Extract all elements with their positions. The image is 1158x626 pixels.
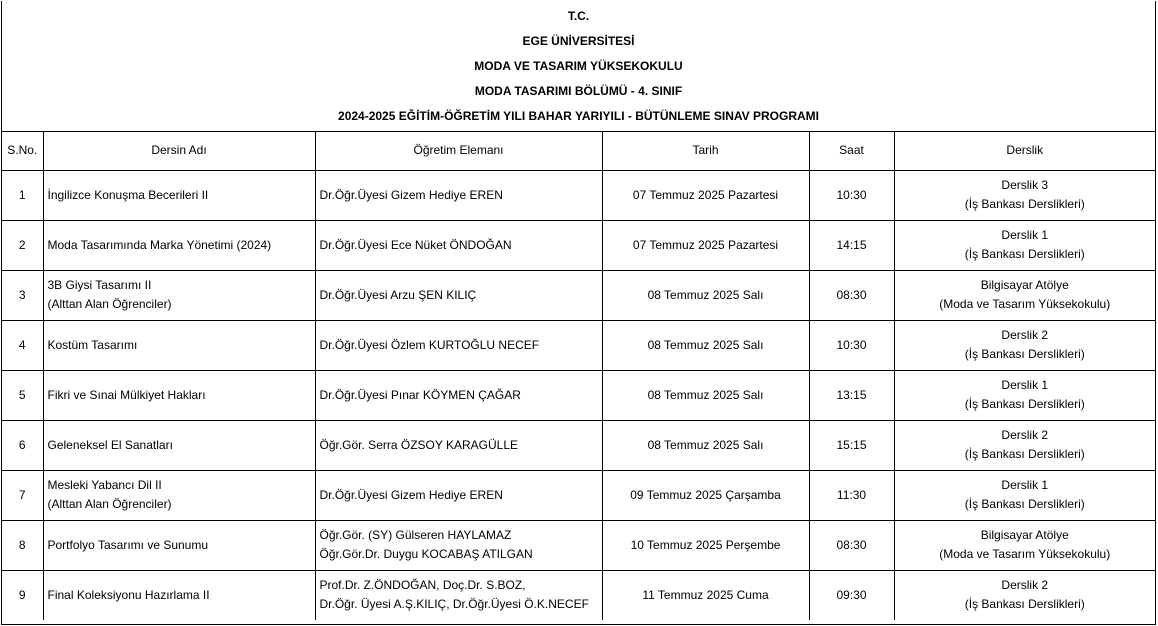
cell-date: 08 Temmuz 2025 Salı	[602, 420, 809, 470]
table-row	[2, 420, 1155, 470]
instructor-line: Prof.Dr. Z.ÖNDOĞAN, Doç.Dr. S.BOZ,	[319, 578, 526, 593]
cell-date: 10 Temmuz 2025 Perşembe	[602, 520, 809, 570]
course-name-line: Kostüm Tasarımı	[47, 337, 138, 352]
instructor-line: Dr.Öğr.Üyesi Pınar KÖYMEN ÇAĞAR	[319, 387, 521, 402]
cell-instructor	[315, 370, 602, 420]
header-line-program-title: 2024-2025 EĞİTİM-ÖĞRETİM YILI BAHAR YARIYILI - BÜTÜNLEME SINAV PROGRAMI	[338, 109, 819, 124]
room-line: (İş Bankası Derslikleri)	[964, 497, 1085, 511]
room-line: Derslik 2	[1001, 428, 1049, 442]
instructor-line: Dr.Öğr.Üyesi Ece Nüket ÖNDOĞAN	[319, 237, 512, 252]
cell-time: 15:15	[809, 420, 894, 470]
cell-date: 08 Temmuz 2025 Salı	[602, 370, 809, 420]
instructor-line: Öğr.Gör. Serra ÖZSOY KARAGÜLLE	[319, 437, 519, 452]
instructor-line: Öğr.Gör.Dr. Duygu KOCABAŞ ATILGAN	[319, 547, 533, 561]
cell-course	[43, 470, 315, 520]
cell-instructor	[315, 170, 602, 220]
cell-course	[43, 420, 315, 470]
table-row	[2, 270, 1155, 320]
cell-course	[43, 370, 315, 420]
cell-instructor	[315, 570, 602, 620]
table-row	[2, 170, 1155, 220]
room-line: (İş Bankası Derslikleri)	[964, 197, 1085, 211]
header-line-country: T.C.	[567, 8, 590, 23]
schedule-header	[2, 1, 1155, 132]
exam-schedule-sheet	[1, 1, 1156, 625]
cell-instructor	[315, 470, 602, 520]
cell-room	[894, 420, 1155, 470]
cell-course	[43, 220, 315, 270]
cell-instructor	[315, 520, 602, 570]
cell-date: 08 Temmuz 2025 Salı	[602, 270, 809, 320]
cell-course	[43, 170, 315, 220]
instructor-line: Dr.Öğr.Üyesi Özlem KURTOĞLU NECEF	[319, 337, 540, 352]
cell-sno: 2	[2, 220, 43, 270]
column-header-course: Dersin Adı	[43, 132, 315, 170]
cell-date: 07 Temmuz 2025 Pazartesi	[602, 170, 809, 220]
cell-date: 07 Temmuz 2025 Pazartesi	[602, 220, 809, 270]
cell-course	[43, 520, 315, 570]
cell-room	[894, 520, 1155, 570]
cell-sno: 7	[2, 470, 43, 520]
cell-sno: 4	[2, 320, 43, 370]
course-name-line: Mesleki Yabancı Dil II	[47, 478, 162, 492]
cell-time: 08:30	[809, 270, 894, 320]
column-header-date: Tarih	[602, 132, 809, 170]
instructor-line: Öğr.Gör. (SY) Gülseren HAYLAMAZ	[319, 528, 512, 542]
table-row	[2, 320, 1155, 370]
cell-date: 09 Temmuz 2025 Çarşamba	[602, 470, 809, 520]
table-body	[2, 170, 1155, 620]
table-row	[2, 570, 1155, 620]
room-line: (İş Bankası Derslikleri)	[964, 397, 1085, 411]
cell-instructor	[315, 220, 602, 270]
room-line: Bilgisayar Atölye	[980, 528, 1069, 542]
course-name-line: Final Koleksiyonu Hazırlama II	[47, 587, 210, 602]
room-line: (Moda ve Tasarım Yüksekokulu)	[939, 297, 1111, 311]
header-line-university: EGE ÜNİVERSİTESİ	[522, 33, 635, 48]
course-name-line: İngilizce Konuşma Becerileri II	[47, 187, 209, 202]
cell-sno: 3	[2, 270, 43, 320]
room-line: Derslik 1	[1001, 228, 1049, 242]
cell-time: 10:30	[809, 320, 894, 370]
course-name-line: Geleneksel El Sanatları	[47, 437, 173, 452]
course-name-line: Portfolyo Tasarımı ve Sunumu	[47, 537, 209, 552]
instructor-line: Dr.Öğr. Üyesi A.Ş.KILIÇ, Dr.Öğr.Üyesi Ö.K.NECEF	[319, 597, 589, 612]
cell-time: 09:30	[809, 570, 894, 620]
exam-schedule-table	[2, 132, 1155, 620]
cell-course	[43, 570, 315, 620]
instructor-line: Dr.Öğr.Üyesi Arzu ŞEN KILIÇ	[319, 287, 477, 302]
table-header-row	[2, 132, 1155, 170]
course-name-line: Fikri ve Sınai Mülkiyet Hakları	[47, 387, 206, 402]
room-line: Derslik 1	[1001, 478, 1049, 492]
header-line-school: MODA VE TASARIM YÜKSEKOKULU	[474, 58, 683, 73]
cell-instructor	[315, 420, 602, 470]
cell-time: 14:15	[809, 220, 894, 270]
cell-time: 08:30	[809, 520, 894, 570]
cell-sno: 5	[2, 370, 43, 420]
instructor-line: Dr.Öğr.Üyesi Gizem Hediye EREN	[319, 487, 503, 502]
course-name-line: (Alttan Alan Öğrenciler)	[47, 297, 172, 311]
room-line: (İş Bankası Derslikleri)	[964, 247, 1085, 261]
cell-room	[894, 220, 1155, 270]
cell-date: 08 Temmuz 2025 Salı	[602, 320, 809, 370]
cell-course	[43, 320, 315, 370]
room-line: Derslik 2	[1001, 328, 1049, 342]
column-header-sno: S.No.	[2, 132, 43, 170]
cell-instructor	[315, 270, 602, 320]
room-line: (İş Bankası Derslikleri)	[964, 347, 1085, 361]
cell-instructor	[315, 320, 602, 370]
cell-date: 11 Temmuz 2025 Cuma	[602, 570, 809, 620]
cell-sno: 1	[2, 170, 43, 220]
cell-time: 11:30	[809, 470, 894, 520]
course-name-line: 3B Giysi Tasarımı II	[47, 278, 152, 292]
column-header-instructor: Öğretim Elemanı	[315, 132, 602, 170]
header-line-department: MODA TASARIMI BÖLÜMÜ - 4. SINIF	[474, 84, 683, 99]
cell-sno: 6	[2, 420, 43, 470]
instructor-line: Dr.Öğr.Üyesi Gizem Hediye EREN	[319, 187, 503, 202]
table-row	[2, 520, 1155, 570]
room-line: Derslik 3	[1001, 178, 1049, 192]
cell-sno: 9	[2, 570, 43, 620]
course-name-line: Moda Tasarımında Marka Yönetimi (2024)	[47, 237, 272, 252]
cell-time: 13:15	[809, 370, 894, 420]
table-row	[2, 470, 1155, 520]
column-header-time: Saat	[809, 132, 894, 170]
cell-course	[43, 270, 315, 320]
cell-room	[894, 570, 1155, 620]
cell-room	[894, 270, 1155, 320]
course-name-line: (Alttan Alan Öğrenciler)	[47, 497, 172, 511]
cell-sno: 8	[2, 520, 43, 570]
room-line: (İş Bankası Derslikleri)	[964, 447, 1085, 461]
room-line: Derslik 2	[1001, 578, 1049, 593]
cell-room	[894, 370, 1155, 420]
table-row	[2, 220, 1155, 270]
cell-time: 10:30	[809, 170, 894, 220]
room-line: Bilgisayar Atölye	[980, 278, 1069, 292]
column-header-room: Derslik	[894, 132, 1155, 170]
cell-room	[894, 320, 1155, 370]
cell-room	[894, 170, 1155, 220]
room-line: Derslik 1	[1001, 378, 1049, 392]
room-line: (İş Bankası Derslikleri)	[964, 597, 1085, 612]
room-line: (Moda ve Tasarım Yüksekokulu)	[939, 547, 1111, 561]
table-row	[2, 370, 1155, 420]
cell-room	[894, 470, 1155, 520]
